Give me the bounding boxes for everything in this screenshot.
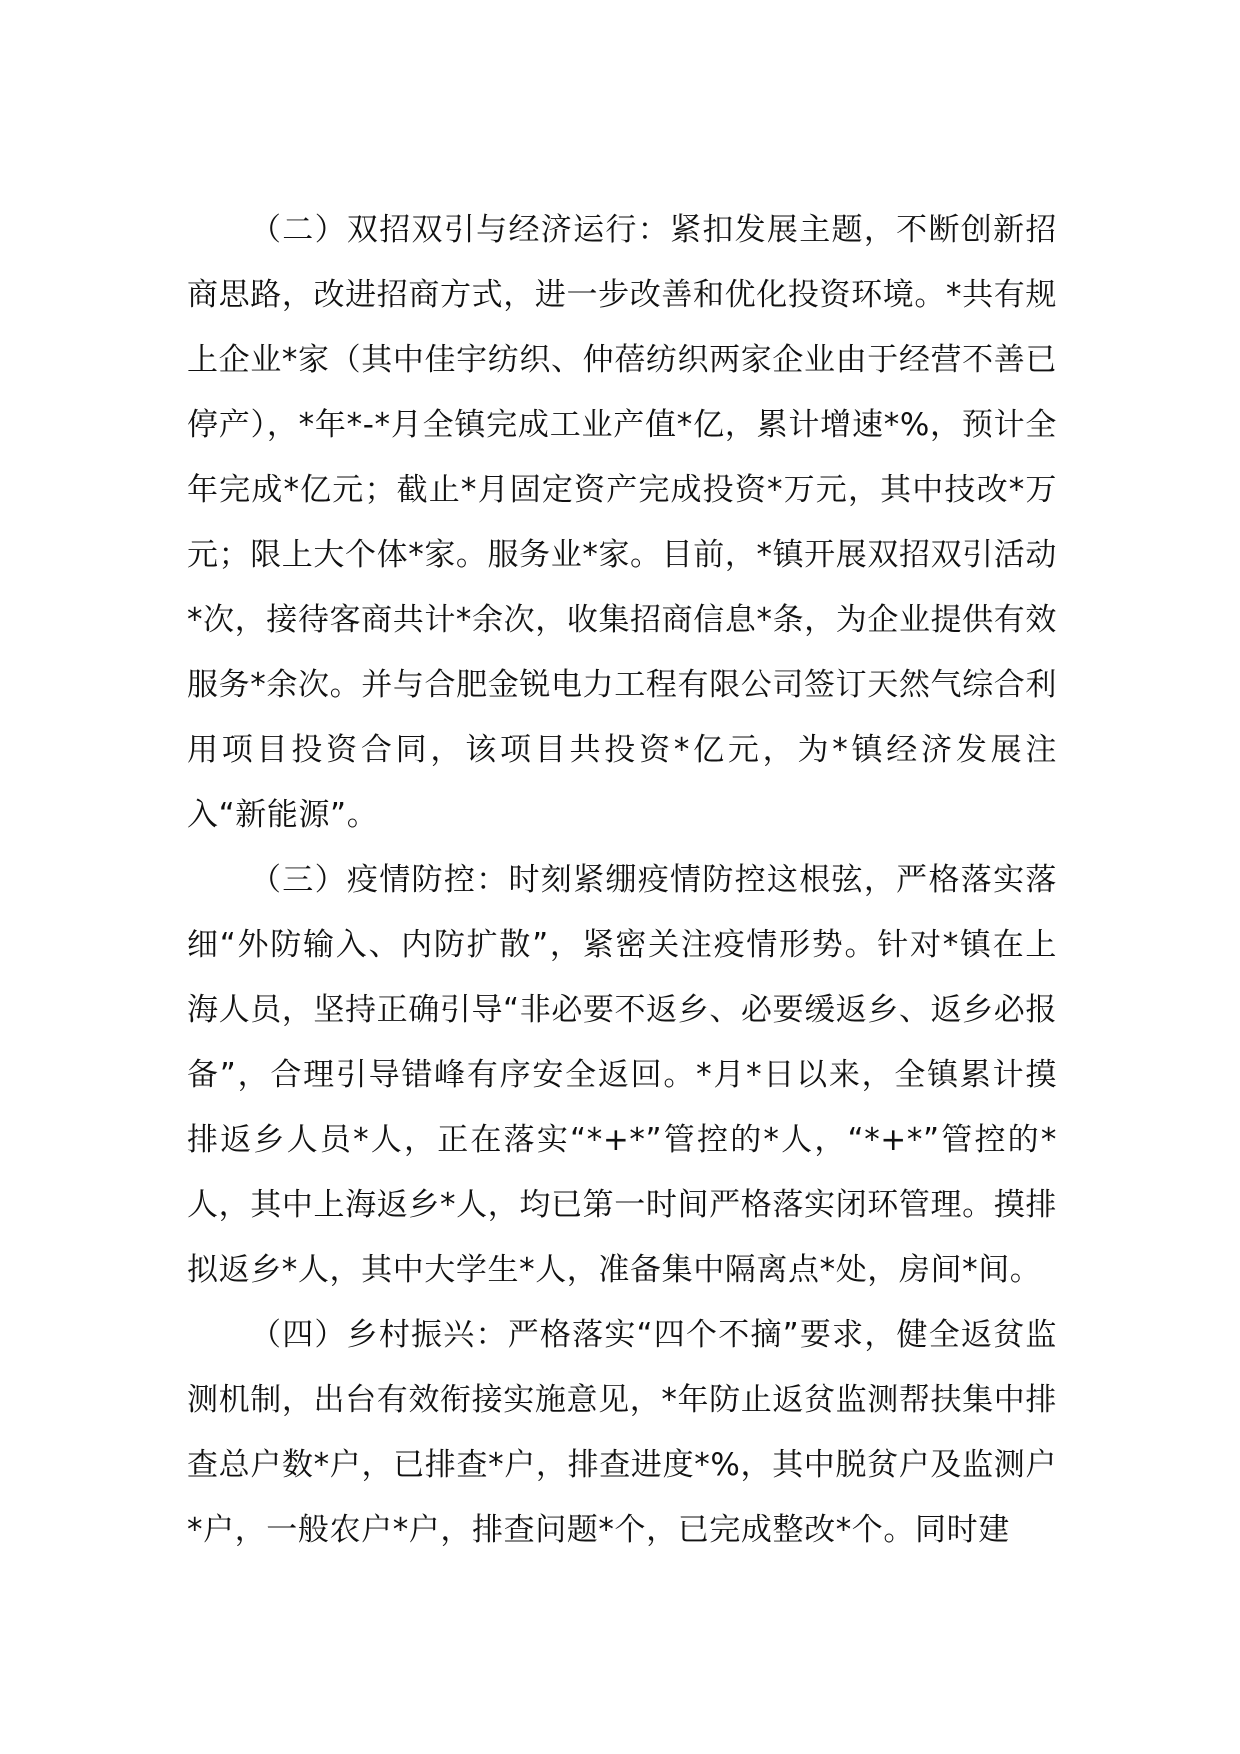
document-body — [187, 198, 1057, 1563]
paragraph-epidemic-control: （三）疫情防控：时刻紧绷疫情防控这根弦，严格落实落细“外防输入、内防扩散”，紧密关注疫情形势。针对*镇在上海人员，坚持正确引导“非必要不返乡、必要缓返乡、返乡必报备”，合理引导错峰有序安全返回。*月*日以来，全镇累计摸排返乡人员*人，正在落实“*+*”管控的*人，“*+*”管控的*人，其中上海返乡*人，均已第一时间严格落实闭环管理。摸排拟返乡*人，其中大学生*人，准备集中隔离点*处，房间*间。 — [187, 862, 1057, 1288]
paragraph-rural-revitalization: （四）乡村振兴：严格落实“四个不摘”要求，健全返贫监测机制，出台有效衔接实施意见，*年防止返贫监测帮扶集中排查总户数*户，已排查*户，排查进度*%，其中脱贫户及监测户*户，一般农户*户，排查问题*个，已完成整改*个。同时建 — [187, 1317, 1057, 1548]
paragraph-economy: （二）双招双引与经济运行：紧扣发展主题，不断创新招商思路，改进招商方式，进一步改善和优化投资环境。*共有规上企业*家（其中佳宇纺织、仲蓓纺织两家企业由于经营不善已停产），*年*-*月全镇完成工业产值*亿，累计增速*%，预计全年完成*亿元；截止*月固定资产完成投资*万元，其中技改*万元；限上大个体*家。服务业*家。目前，*镇开展双招双引活动*次，接待客商共计*余次，收集招商信息*条，为企业提供有效服务*余次。并与合肥金锐电力工程有限公司签订天然气综合利用项目投资合同，该项目共投资*亿元，为*镇经济发展注入“新能源”。 — [187, 212, 1057, 833]
